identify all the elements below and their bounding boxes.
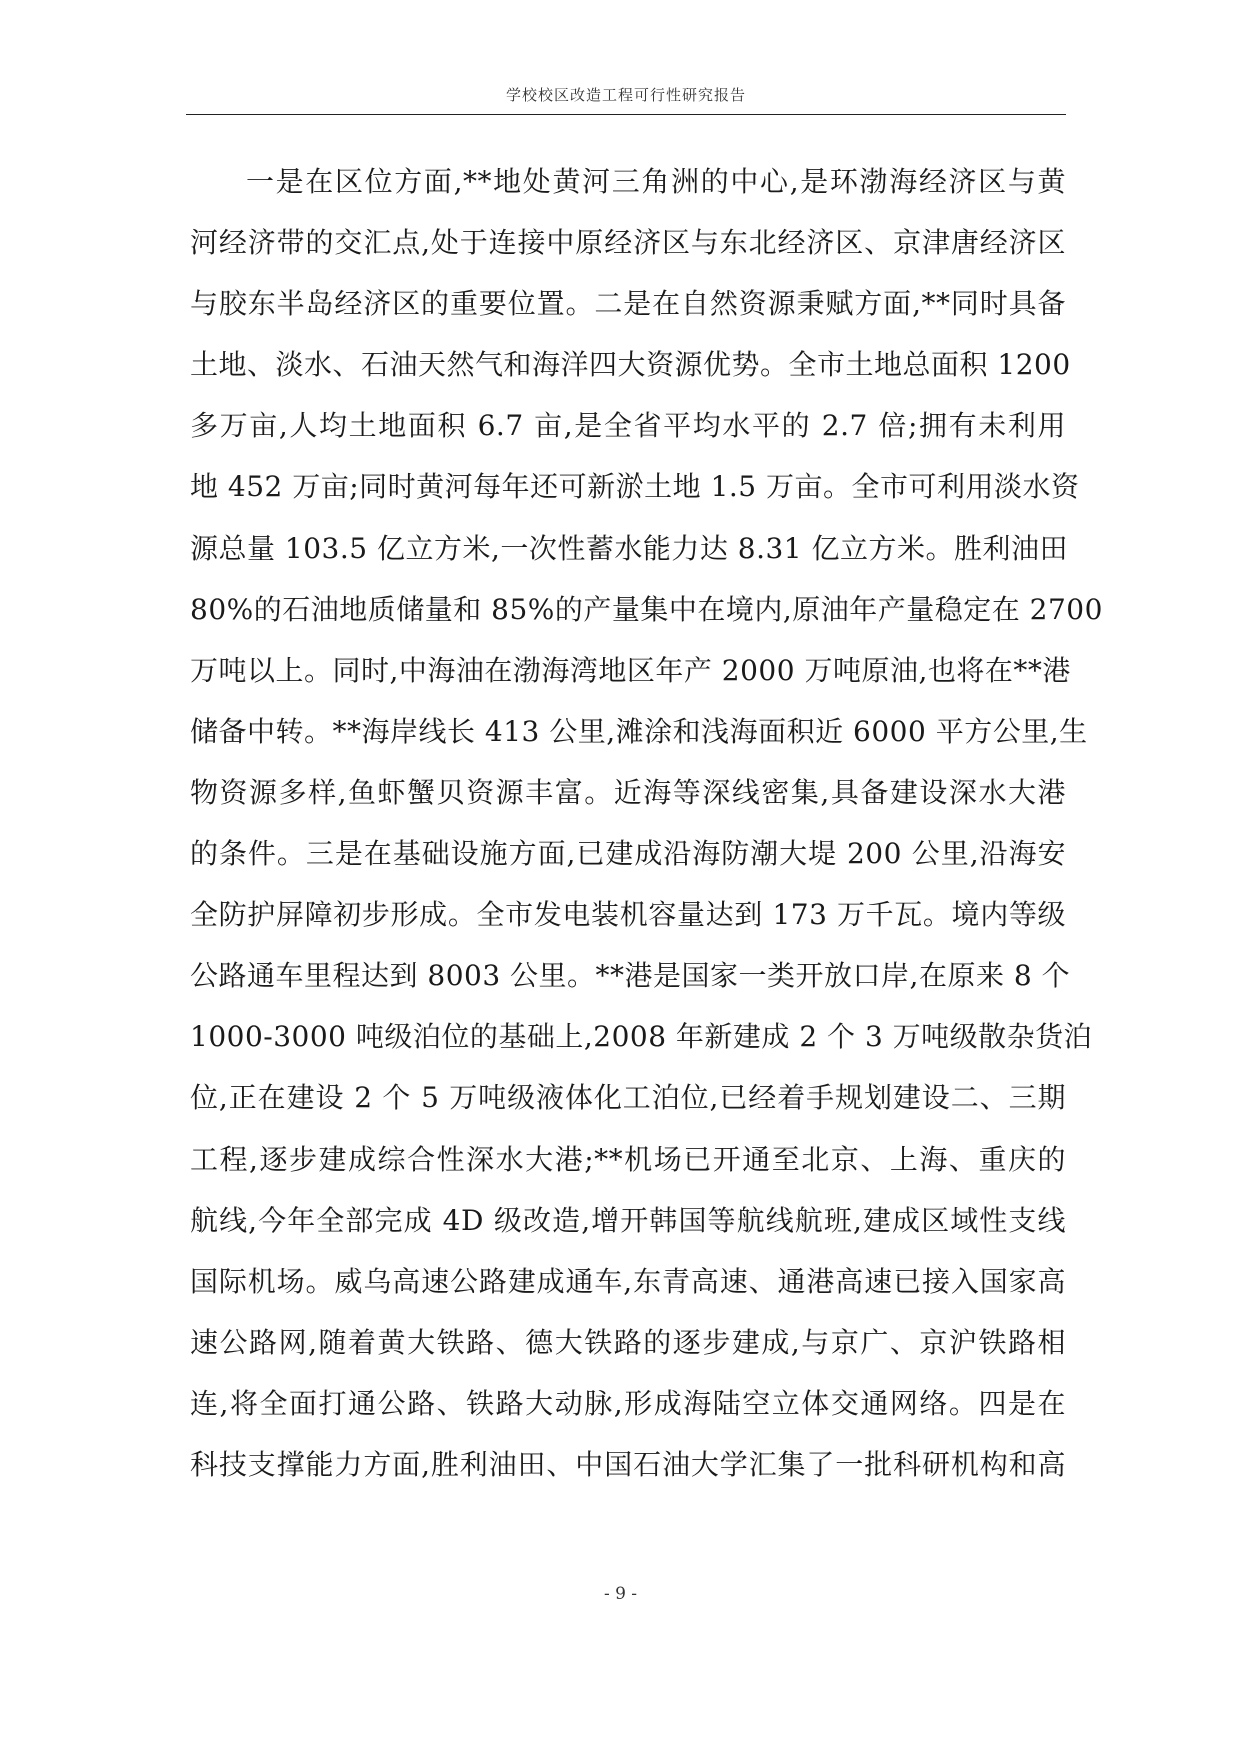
text-line: 80%的石油地质储量和 85%的产量集中在境内,原油年产量稳定在 2700 [190, 592, 1103, 626]
text-line: 与胶东半岛经济区的重要位置。二是在自然资源秉赋方面,**同时具备 [190, 287, 1066, 321]
text-line: 的条件。三是在基础设施方面,已建成沿海防潮大堤 200 公里,沿海安 [190, 837, 1066, 871]
text-line: 全防护屏障初步形成。全市发电装机容量达到 173 万千瓦。境内等级 [190, 898, 1066, 932]
text-line: 储备中转。**海岸线长 413 公里,滩涂和浅海面积近 6000 平方公里,生 [190, 714, 1088, 748]
text-line: 土地、淡水、石油天然气和海洋四大资源优势。全市土地总面积 1200 [190, 348, 1071, 382]
body-paragraph [190, 151, 1103, 1495]
text-line: 物资源多样,鱼虾蟹贝资源丰富。近海等深线密集,具备建设深水大港 [190, 775, 1066, 809]
text-line: 一是在区位方面,**地处黄河三角洲的中心,是环渤海经济区与黄 [246, 165, 1066, 198]
running-header: 学校校区改造工程可行性研究报告 [505, 86, 746, 104]
header-divider [186, 114, 1066, 115]
text-line: 源总量 103.5 亿立方米,一次性蓄水能力达 8.31 亿立方米。胜利油田 [190, 531, 1069, 565]
text-line: 万吨以上。同时,中海油在渤海湾地区年产 2000 万吨原油,也将在**港 [190, 653, 1071, 687]
text-line: 科技支撑能力方面,胜利油田、中国石油大学汇集了一批科研机构和高 [190, 1447, 1066, 1481]
text-line: 航线,今年全部完成 4D 级改造,增开韩国等航线航班,建成区域性支线 [190, 1203, 1066, 1237]
text-line: 连,将全面打通公路、铁路大动脉,形成海陆空立体交通网络。四是在 [190, 1386, 1066, 1420]
text-line: 速公路网,随着黄大铁路、德大铁路的逐步建成,与京广、京沪铁路相 [190, 1325, 1066, 1359]
text-line: 工程,逐步建成综合性深水大港;**机场已开通至北京、上海、重庆的 [190, 1142, 1066, 1176]
text-line: 多万亩,人均土地面积 6.7 亩,是全省平均水平的 2.7 倍;拥有未利用 [190, 409, 1066, 443]
text-line: 地 452 万亩;同时黄河每年还可新淤土地 1.5 万亩。全市可利用淡水资 [190, 470, 1080, 504]
text-line: 公路通车里程达到 8003 公里。**港是国家一类开放口岸,在原来 8 个 [190, 959, 1071, 993]
text-line: 河经济带的交汇点,处于连接中原经济区与东北经济区、京津唐经济区 [190, 226, 1066, 260]
text-line: 位,正在建设 2 个 5 万吨级液体化工泊位,已经着手规划建设二、三期 [190, 1081, 1066, 1115]
text-line: 1000-3000 吨级泊位的基础上,2008 年新建成 2 个 3 万吨级散杂货泊 [190, 1020, 1093, 1054]
text-line: 国际机场。威乌高速公路建成通车,东青高速、通港高速已接入国家高 [190, 1264, 1066, 1298]
page-number: - 9 - [603, 1584, 638, 1604]
